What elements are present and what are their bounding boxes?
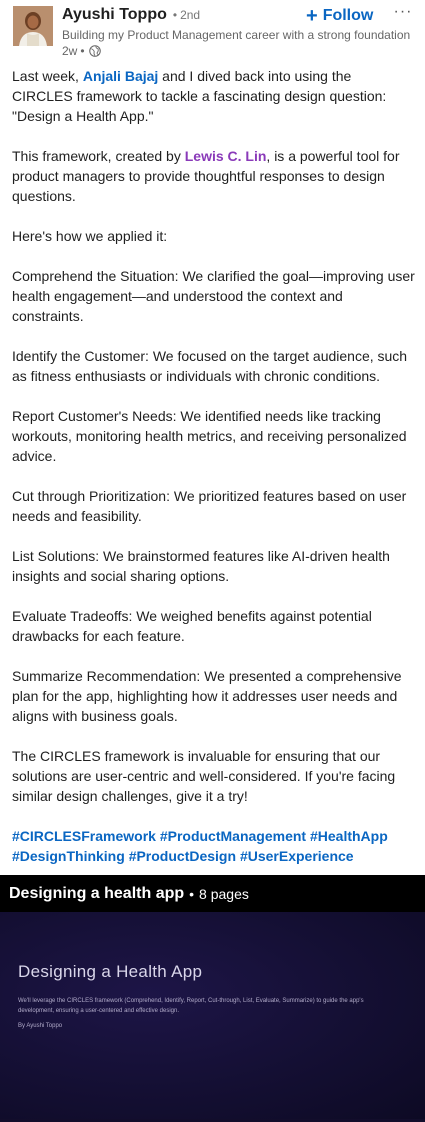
intro-text-end: and I dived back into using the CIRCLES framework to tackle a fascinating design question: "Design a Health App."	[12, 68, 387, 124]
slide-title: Designing a Health App	[18, 962, 203, 981]
document-title-bar	[0, 875, 425, 912]
more-options-button[interactable]: ···	[393, 3, 413, 20]
hashtag[interactable]: #ProductManagement	[159, 828, 307, 844]
slide-author: By Ayushi Toppo	[18, 1023, 63, 1029]
step-report: Report Customer's Needs: We identified needs like tracking workouts, monitoring health metrics, and receiving personalized advice.	[12, 408, 407, 464]
follow-button[interactable]	[306, 5, 373, 27]
document-slide[interactable]	[0, 912, 425, 1119]
step-comprehend: Comprehend the Situation: We clarified the goal—improving user health engagement—and understood the context and constraints.	[12, 268, 415, 324]
author-headline: Building my Product Management career with a strong foundation	[62, 28, 411, 42]
closing-paragraph: The CIRCLES framework is invaluable for ensuring that our solutions are user-centric and well-considered. If you're facing similar design challenges, give it a try!	[12, 748, 396, 804]
hashtag[interactable]: #UserExperience	[239, 848, 354, 864]
hashtag[interactable]: #HealthApp	[309, 828, 388, 844]
author-name[interactable]: Ayushi Toppo	[62, 6, 167, 23]
framework-paragraph	[12, 146, 415, 206]
intro-paragraph	[12, 66, 415, 126]
connection-degree: • 2nd	[173, 8, 200, 22]
post-text	[12, 66, 415, 866]
step-evaluate: Evaluate Tradeoffs: We weighed benefits against potential drawbacks for each feature.	[12, 608, 372, 644]
document-page-count: 8 pages	[199, 885, 249, 902]
hashtag[interactable]: #ProductDesign	[128, 848, 237, 864]
hashtag[interactable]: #CIRCLESFramework	[12, 828, 156, 844]
applied-intro: Here's how we applied it:	[12, 228, 168, 244]
framework-text-start: This framework, created by	[12, 148, 185, 164]
framework-text-end: , is a powerful tool for product managers to provide thoughtful responses to design questions.	[12, 148, 400, 204]
avatar-photo	[13, 6, 53, 46]
author-name-row	[62, 6, 312, 28]
hashtag-list	[12, 826, 415, 866]
author-avatar[interactable]	[13, 6, 53, 46]
slide-description: We'll leverage the CIRCLES framework (Comprehend, Identify, Report, Cut-through, List, Evaluate, Summarize) to guide the app's development, ensuring a user-centered and effective design.	[18, 998, 364, 1014]
plus-icon: +	[306, 5, 318, 27]
post-time: 2w	[62, 44, 78, 58]
step-cut-through: Cut through Prioritization: We prioritized features based on user needs and feasibility.	[12, 488, 407, 524]
step-list: List Solutions: We brainstormed features like AI-driven health insights and social sharing options.	[12, 548, 390, 584]
meta-separator: •	[80, 44, 85, 58]
mention-anjali-bajaj[interactable]: Anjali Bajaj	[82, 68, 159, 84]
globe-icon	[89, 45, 101, 57]
follow-label: Follow	[322, 7, 374, 24]
step-summarize: Summarize Recommendation: We presented a comprehensive plan for the app, highlighting how it addresses user needs and aligns with business goals.	[12, 668, 402, 724]
mention-lewis-c-lin[interactable]: Lewis C. Lin	[184, 148, 267, 164]
document-attachment[interactable]	[0, 875, 425, 1122]
document-separator: •	[189, 885, 195, 902]
post-meta	[62, 43, 312, 59]
hashtag[interactable]: #DesignThinking	[12, 848, 125, 864]
intro-text-start: Last week,	[12, 68, 83, 84]
post-header	[0, 0, 425, 62]
step-identify: Identify the Customer: We focused on the target audience, such as fitness enthusiasts or individuals with chronic conditions.	[12, 348, 408, 384]
document-title: Designing a health app	[9, 884, 185, 902]
